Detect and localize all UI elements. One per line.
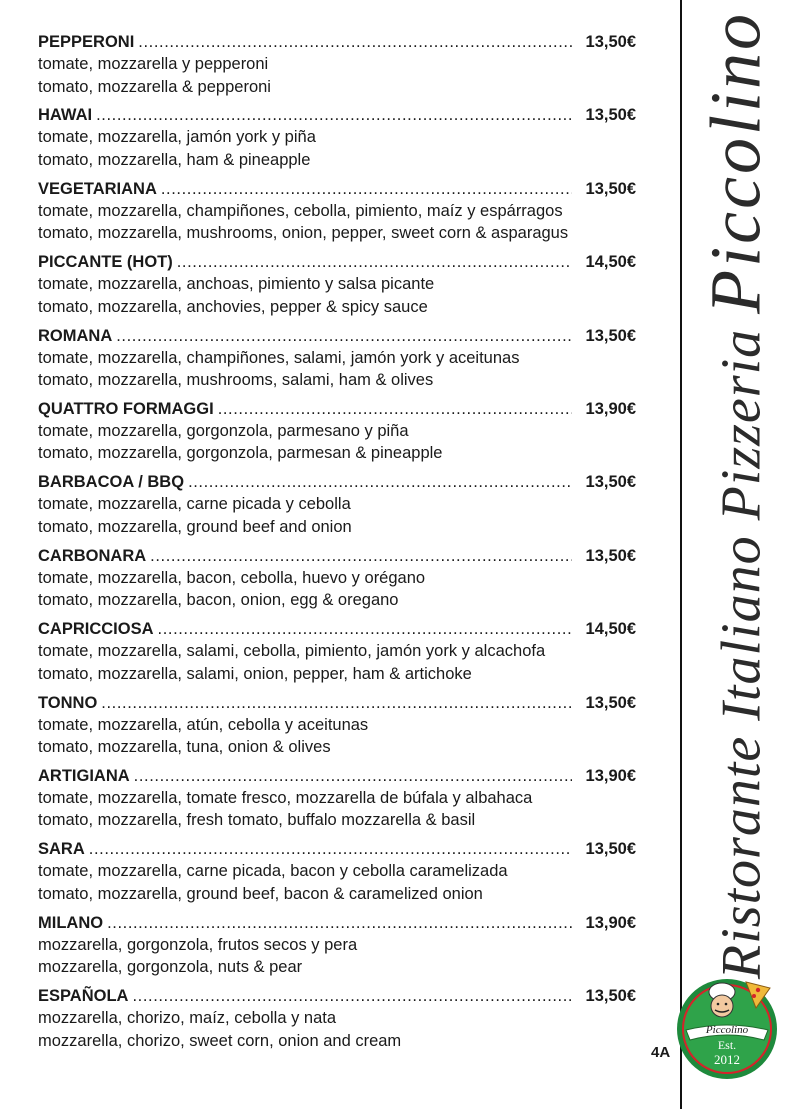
- menu-item: [38, 618, 636, 691]
- pizza-name: PICCANTE (HOT): [38, 253, 173, 272]
- pizza-name: ESPAÑOLA: [38, 987, 129, 1006]
- description-es: mozzarella, gorgonzola, frutos secos y pera: [38, 935, 358, 954]
- menu-item: [38, 545, 636, 618]
- dot-leader: [161, 178, 572, 200]
- description-en: tomato, mozzarella, ground beef and onion: [38, 517, 352, 536]
- pizza-price: 13,50€: [585, 473, 636, 492]
- menu-item: [38, 985, 636, 1058]
- pizza-price: 13,50€: [585, 987, 636, 1006]
- description-es: tomate, mozzarella, carne picada y cebolla: [38, 495, 351, 514]
- description-en: tomato, mozzarella, mushrooms, onion, pepper, sweet corn & asparagus: [38, 224, 569, 243]
- description-en: tomato, mozzarella, mushrooms, salami, ham & olives: [38, 371, 434, 390]
- dot-leader: [158, 618, 572, 640]
- logo-name: Piccolino: [705, 1024, 749, 1036]
- menu-item: [38, 838, 636, 911]
- description-es: tomate, mozzarella y pepperoni: [38, 55, 269, 73]
- pizza-name: PEPPERONI: [38, 33, 135, 51]
- pizza-price: 13,90€: [585, 399, 636, 418]
- dot-leader: [132, 985, 571, 1007]
- dot-leader: [107, 912, 571, 934]
- menu-item: [38, 912, 636, 985]
- pizza-name: HAWAI: [38, 106, 93, 125]
- pizza-price: 13,50€: [585, 326, 636, 345]
- pizza-name: TONNO: [38, 693, 98, 712]
- pizza-price: 13,90€: [585, 766, 636, 785]
- description-en: tomato, mozzarella, gorgonzola, parmesan & pineapple: [38, 444, 443, 463]
- pizza-name: QUATTRO FORMAGGI: [38, 399, 214, 418]
- pizza-name: MILANO: [38, 913, 104, 932]
- description-es: tomate, mozzarella, anchoas, pimiento y salsa picante: [38, 275, 435, 294]
- logo-est: Est.: [717, 1038, 737, 1052]
- pizza-price: 13,50€: [585, 840, 636, 859]
- dot-leader: [150, 545, 571, 567]
- description-es: tomate, mozzarella, jamón york y piña: [38, 128, 316, 147]
- pizza-name: ROMANA: [38, 326, 113, 345]
- description-en: tomato, mozzarella, salami, onion, pepper, ham & artichoke: [38, 664, 472, 683]
- description-en: mozzarella, gorgonzola, nuts & pear: [38, 958, 303, 977]
- description-en: tomato, mozzarella, anchovies, pepper & spicy sauce: [38, 297, 428, 316]
- pizza-price: 13,50€: [585, 546, 636, 565]
- menu-item: [38, 104, 636, 177]
- menu-item: [38, 251, 636, 324]
- pizza-name: CARBONARA: [38, 546, 147, 565]
- description-es: tomate, mozzarella, carne picada, bacon y cebolla caramelizada: [38, 862, 508, 881]
- pizza-price: 14,50€: [585, 620, 636, 639]
- vertical-divider: [680, 0, 682, 1109]
- brand-vertical-title: [686, 10, 786, 980]
- description-en: mozzarella, chorizo, sweet corn, onion and cream: [38, 1031, 402, 1050]
- pizza-menu-list: [38, 31, 636, 1058]
- pizza-price: 13,50€: [585, 33, 636, 51]
- pizza-name: VEGETARIANA: [38, 179, 157, 198]
- pizza-price: 13,50€: [585, 106, 636, 125]
- brand-name: Piccolino: [695, 10, 776, 314]
- pizza-name: ARTIGIANA: [38, 766, 130, 785]
- description-es: tomate, mozzarella, champiñones, salami, jamón york y aceitunas: [38, 348, 520, 367]
- dot-leader: [177, 251, 572, 273]
- menu-item: [38, 325, 636, 398]
- description-es: tomate, mozzarella, tomate fresco, mozzarella de búfala y albahaca: [38, 788, 533, 807]
- pizza-price: 13,90€: [585, 913, 636, 932]
- pizza-price: 13,50€: [585, 179, 636, 198]
- pizza-name: SARA: [38, 840, 85, 859]
- dot-leader: [218, 398, 572, 420]
- pizza-price: 13,50€: [585, 693, 636, 712]
- description-en: tomato, mozzarella, ground beef, bacon & caramelized onion: [38, 884, 483, 903]
- pizza-name: CAPRICCIOSA: [38, 620, 154, 639]
- dot-leader: [188, 471, 571, 493]
- description-en: tomato, mozzarella, ham & pineapple: [38, 150, 311, 169]
- menu-item: [38, 398, 636, 471]
- dot-leader: [96, 104, 571, 126]
- description-en: tomato, mozzarella, bacon, onion, egg & oregano: [38, 591, 399, 610]
- description-es: tomate, mozzarella, gorgonzola, parmesano y piña: [38, 421, 409, 440]
- piccolino-logo: [672, 972, 782, 1082]
- dot-leader: [134, 765, 572, 787]
- pizza-price: 14,50€: [585, 253, 636, 272]
- brand-subtitle: Ristorante Italiano Pizzeria: [710, 328, 773, 980]
- description-en: tomato, mozzarella, tuna, onion & olives: [38, 738, 331, 757]
- logo-year: 2012: [714, 1052, 740, 1067]
- dot-leader: [89, 838, 572, 860]
- description-en: tomato, mozzarella, fresh tomato, buffalo mozzarella & basil: [38, 811, 476, 830]
- menu-item: [38, 31, 636, 104]
- menu-item: [38, 765, 636, 838]
- menu-item: [38, 471, 636, 544]
- description-es: mozzarella, chorizo, maíz, cebolla y nata: [38, 1009, 337, 1028]
- dot-leader: [116, 325, 571, 347]
- description-es: tomate, mozzarella, bacon, cebolla, huevo y orégano: [38, 568, 426, 587]
- dot-leader: [138, 31, 571, 53]
- description-es: tomate, mozzarella, champiñones, cebolla, pimiento, maíz y espárragos: [38, 201, 563, 220]
- description-es: tomate, mozzarella, salami, cebolla, pimiento, jamón york y alcachofa: [38, 642, 546, 661]
- menu-item: [38, 178, 636, 251]
- menu-item: [38, 692, 636, 765]
- page-number: 4A: [651, 1044, 671, 1061]
- dot-leader: [101, 692, 571, 714]
- description-es: tomate, mozzarella, atún, cebolla y aceitunas: [38, 715, 369, 734]
- description-en: tomato, mozzarella & pepperoni: [38, 77, 271, 96]
- pizza-name: BARBACOA / BBQ: [38, 473, 185, 492]
